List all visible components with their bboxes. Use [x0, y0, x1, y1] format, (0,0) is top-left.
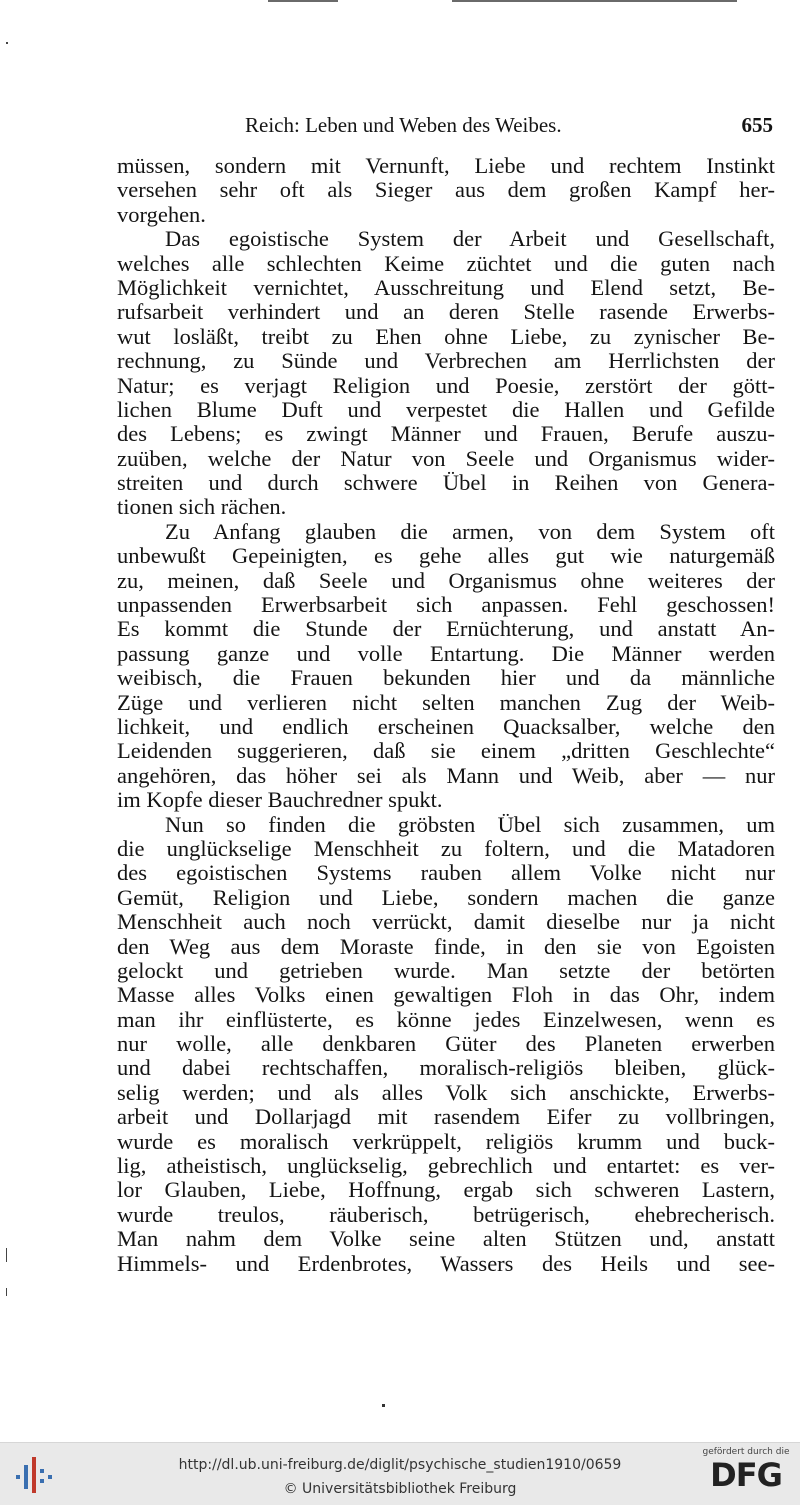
- dfg-wordmark: DFG: [710, 1456, 782, 1494]
- footer-url[interactable]: http://dl.ub.uni-freiburg.de/diglit/psychische_studien1910/0659: [178, 1457, 622, 1473]
- running-title: Reich: Leben und Weben des Weibes.: [245, 113, 562, 137]
- running-header: [245, 113, 773, 143]
- dfg-logo: [700, 1447, 792, 1501]
- text-line: lichkeit, und endlich erscheinen Quacksalber, welche den: [117, 713, 775, 739]
- page-number: 655: [741, 113, 773, 137]
- text-line: versehen sehr oft als Sieger aus dem großen Kampf her-: [117, 177, 775, 203]
- text-line: des Lebens; es zwingt Männer und Frauen, Berufe auszu-: [117, 421, 775, 447]
- text-line: Menschheit auch noch verrückt, damit dieselbe nur ja nicht: [117, 909, 775, 935]
- text-line: wurde treulos, räuberisch, betrügerisch, ehebrecherisch.: [117, 1201, 775, 1227]
- text-line: rufsarbeit verhindert und an deren Stelle rasende Erwerbs-: [117, 299, 775, 325]
- text-line: den Weg aus dem Moraste finde, in den sie von Egoisten: [117, 933, 775, 959]
- text-line: müssen, sondern mit Vernunft, Liebe und rechtem Instinkt: [117, 153, 775, 178]
- text-line: wut losläßt, treibt zu Ehen ohne Liebe, zu zynischer Be-: [117, 323, 775, 349]
- text-line: unbewußt Gepeinigten, es gehe alles gut wie naturgemäß: [117, 543, 775, 569]
- text-line: Zu Anfang glauben die armen, von dem System oft: [165, 518, 775, 544]
- text-line: und dabei rechtschaffen, moralisch-religiös bleiben, glück-: [117, 1055, 775, 1081]
- text-line: passung ganze und volle Entartung. Die Männer werden: [117, 640, 775, 666]
- text-line: welches alle schlechten Keime züchtet und die guten nach: [117, 250, 775, 276]
- dfg-caption: gefördert durch die: [702, 1447, 790, 1457]
- top-rule-left: [268, 0, 338, 2]
- text-line: Man nahm dem Volke seine alten Stützen und, anstatt: [117, 1226, 775, 1252]
- text-line: die unglückselige Menschheit zu foltern, und die Matadoren: [117, 835, 775, 861]
- footer-bar: [0, 1442, 800, 1505]
- text-line: Natur; es verjagt Religion und Poesie, zerstört der gött-: [117, 372, 775, 398]
- text-line: streiten und durch schwere Übel in Reihen von Genera-: [117, 470, 775, 496]
- text-line: selig werden; und als alles Volk sich anschickte, Erwerbs-: [117, 1079, 775, 1105]
- text-line: Das egoistische System der Arbeit und Gesellschaft,: [165, 226, 775, 252]
- text-line: rechnung, zu Sünde und Verbrechen am Herrlichsten der: [117, 348, 775, 374]
- scan-speck: [6, 1248, 7, 1262]
- text-line: Masse alles Volks einen gewaltigen Floh in das Ohr, indem: [117, 982, 775, 1008]
- text-line: Nun so finden die gröbsten Übel sich zusammen, um: [165, 811, 775, 837]
- scan-speck: [6, 1288, 7, 1296]
- text-line: Himmels- und Erdenbrotes, Wassers des Heils und see-: [117, 1250, 775, 1276]
- text-line: Gemüt, Religion und Liebe, sondern machen die ganze: [117, 884, 775, 910]
- text-line: Leidenden suggerieren, daß sie einem „dritten Geschlechte“: [117, 738, 775, 764]
- text-line: im Kopfe dieser Bauchredner spukt.: [117, 787, 443, 813]
- text-line: gelockt und getrieben wurde. Man setzte der betörten: [117, 957, 775, 983]
- scan-speck: [382, 1404, 385, 1407]
- text-line: vorgehen.: [117, 201, 206, 227]
- text-line: lor Glauben, Liebe, Hoffnung, ergab sich schweren Lastern,: [117, 1177, 775, 1203]
- text-line: Züge und verlieren nicht selten manchen Zug der Weib-: [117, 689, 775, 715]
- text-line: Es kommt die Stunde der Ernüchterung, und anstatt An-: [117, 616, 775, 642]
- top-rule-right: [452, 0, 737, 2]
- text-line: tionen sich rächen.: [117, 494, 287, 520]
- text-line: zuüben, welche der Natur von Seele und Organismus wider-: [117, 445, 775, 471]
- text-line: arbeit und Dollarjagd mit rasendem Eifer zu vollbringen,: [117, 1104, 775, 1130]
- footer-copyright: © Universitätsbibliothek Freiburg: [283, 1481, 517, 1497]
- body-text: [117, 154, 775, 1276]
- text-line: nur wolle, alle denkbaren Güter des Planeten erwerben: [117, 1031, 775, 1057]
- text-line: lig, atheistisch, unglückselig, gebrechlich und entartet: es ver-: [117, 1153, 775, 1179]
- text-line: wurde es moralisch verkrüppelt, religiös krumm und buck-: [117, 1128, 775, 1154]
- text-line: zu, meinen, daß Seele und Organismus ohne weiteres der: [117, 567, 775, 593]
- scan-speck: [6, 42, 8, 44]
- text-line: angehören, das höher sei als Mann und Weib, aber — nur: [117, 762, 775, 788]
- text-line: Möglichkeit vernichtet, Ausschreitung und Elend setzt, Be-: [117, 274, 775, 300]
- text-line: weibisch, die Frauen bekunden hier und da männliche: [117, 665, 775, 691]
- text-line: lichen Blume Duft und verpestet die Hallen und Gefilde: [117, 396, 775, 422]
- text-line: des egoistischen Systems rauben allem Volke nicht nur: [117, 860, 775, 886]
- text-line: man ihr einflüsterte, es könne jedes Einzelwesen, wenn es: [117, 1006, 775, 1032]
- text-line: unpassenden Erwerbsarbeit sich anpassen. Fehl geschossen!: [117, 592, 775, 618]
